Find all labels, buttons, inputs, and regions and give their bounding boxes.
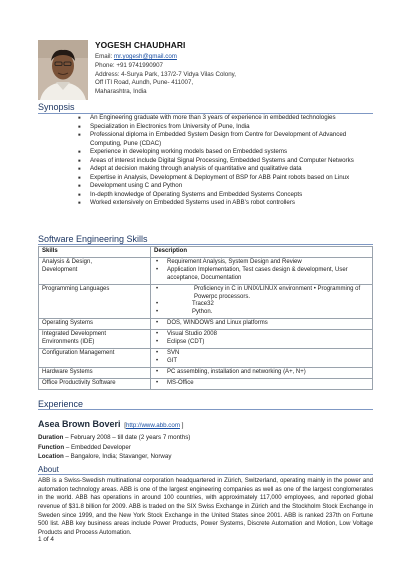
list-item: ■ Development using C and Python <box>78 182 373 191</box>
list-item: • Visual Studio 2008 <box>154 331 369 339</box>
list-item: • MS-Office <box>154 380 369 388</box>
page-number: 1 of 4 <box>38 536 54 543</box>
description-cell <box>151 378 373 389</box>
location-line <box>38 452 190 462</box>
description-cell <box>151 257 373 284</box>
description-cell <box>151 284 373 319</box>
list-item: • Requirement Analysis, System Design and Review <box>154 259 369 267</box>
description-column-header: Description <box>151 247 373 258</box>
skill-cell <box>39 257 151 284</box>
avatar <box>38 40 88 100</box>
synopsis-list <box>38 114 373 208</box>
table-row <box>39 319 373 330</box>
synopsis-heading: Synopsis <box>38 102 75 112</box>
skills-column-header: Skills <box>39 247 151 258</box>
list-item: • Trace32 <box>154 301 369 309</box>
skill-name: Hardware Systems <box>42 368 93 375</box>
list-item: ■ Professional diploma in Embedded System Design from Centre for Development of Advanced <box>78 131 373 140</box>
about-heading: About <box>38 465 59 474</box>
company-link-wrap <box>123 422 184 429</box>
duration-label: Duration <box>38 434 64 441</box>
email-line <box>95 53 236 62</box>
synopsis-section <box>38 114 373 208</box>
skill-name: Operating Systems <box>42 320 94 327</box>
list-item: ■ Experience in developing working models based on Embedded systems <box>78 148 373 157</box>
description-cell <box>151 367 373 378</box>
bracket-close: ] <box>179 422 184 429</box>
company-title <box>38 419 183 431</box>
skill-name: Configuration Management <box>42 349 115 356</box>
list-item: • SVN <box>154 350 369 358</box>
list-item: • Application Implementation, Test cases design & development, User acceptance, Documentation <box>154 267 369 283</box>
function-label: Function <box>38 443 65 451</box>
skills-heading: Software Engineering Skills <box>38 234 148 244</box>
skill-name: Development <box>42 266 78 273</box>
address-line-2: Off ITI Road, Aundh, Pune- 411007, <box>95 79 194 87</box>
list-item: • Python. <box>154 309 369 317</box>
duration-line <box>38 433 190 443</box>
profile-header <box>38 40 378 102</box>
list-item: ■ Areas of interest include Digital Signal Processing, Embedded Systems and Computer Networks <box>78 157 373 166</box>
company-website-link[interactable]: http://www.abb.com <box>125 422 180 429</box>
table-header-row <box>39 247 373 258</box>
description-cell <box>151 348 373 367</box>
email-label: Email: <box>95 52 114 60</box>
list-item: ■ Expertise in Analysis, Development & Deployment of BSP for ABB Paint robots based on Linux <box>78 174 373 183</box>
about-divider <box>38 474 373 475</box>
list-item: • DOS, WINDOWS and Linux platforms <box>154 320 369 328</box>
description-cell <box>151 319 373 330</box>
table-row <box>39 330 373 349</box>
list-item: ■ Specialization in Electronics from University of Pune, India <box>78 123 373 132</box>
list-item: • PC assembling, installation and networking (A+, N+) <box>154 369 369 377</box>
skill-cell <box>39 367 151 378</box>
skill-name: Programming Languages <box>42 285 110 292</box>
contact-info <box>95 40 236 97</box>
table-row <box>39 257 373 284</box>
list-item: • Eclipse (CDT) <box>154 339 369 347</box>
location-label: Location <box>38 453 64 461</box>
list-item: ■ An Engineering graduate with more than 3 years of experience in embedded technologies <box>78 114 373 123</box>
skill-cell <box>39 378 151 389</box>
skill-cell <box>39 348 151 367</box>
skill-cell <box>39 330 151 349</box>
table-row <box>39 284 373 319</box>
skill-cell <box>39 284 151 319</box>
duration-value: – February 2008 – till date (2 years 7 months) <box>63 434 191 441</box>
job-details <box>38 433 190 462</box>
function-value: – Embedded Developer <box>64 443 131 451</box>
company-name: Asea Brown Boveri <box>38 419 121 429</box>
table-row <box>39 378 373 389</box>
list-item-continuation: Computing, Pune (CDAC) <box>90 139 162 147</box>
list-item: • GIT <box>154 358 369 366</box>
profile-photo-icon <box>38 40 88 100</box>
list-item: ■ Worked extensively on Embedded Systems used in ABB's robot controllers <box>78 199 373 208</box>
address-line-1: Address: 4-Surya Park, 137/2-7 Vidya Vilas Colony, <box>95 70 237 78</box>
function-line <box>38 443 190 453</box>
candidate-name: YOGESH CHAUDHARI <box>95 40 186 50</box>
skill-name: Office Productivity Software <box>42 379 116 386</box>
experience-heading: Experience <box>38 399 84 409</box>
table-row <box>39 348 373 367</box>
list-item: • Proficiency in C in UNIX/LINUX environment • Programming of Powerpc processors. <box>154 286 369 302</box>
table-row <box>39 367 373 378</box>
skills-divider <box>38 244 373 245</box>
address-line-3: Maharashtra, India <box>95 88 147 96</box>
skills-table <box>38 246 373 390</box>
phone-line: Phone: +91 9741990907 <box>95 61 163 69</box>
experience-divider <box>38 409 373 410</box>
description-cell <box>151 330 373 349</box>
about-paragraph: ABB is a Swiss-Swedish multinational corporation headquartered in Zürich, Switzerland, operating mainly in the power and automation technology areas. ABB is one of the largest engineering companies as well as one of the largest conglomerates in the world. ABB has operations in around 100 countries, with approximately 117,000 employees, and reported global revenue of $31.8 billion for 2009. ABB is traded on the SIX Swiss Exchange in Zürich and the Stockholm Stock Exchange in Sweden since 1999, and the New York Stock Exchange in the United States since 2001. ABB is ranked 237th on Fortune 500 list. ABB key business areas include Power Products, Power Systems, Discrete Automation and Motion, Low Voltage Products and Process Automation. <box>38 477 373 536</box>
list-item: ■ Adept at decision making through analysis of quantitative and qualitative data <box>78 165 373 174</box>
skill-name: Environments (IDE) <box>42 339 95 346</box>
skill-name: Analysis & Design, <box>42 258 93 265</box>
location-value: – Bangalore, India; Stavanger, Norway <box>63 453 172 461</box>
skill-cell <box>39 319 151 330</box>
skill-name: Integrated Development <box>42 331 107 338</box>
email-link[interactable]: mr.yogesh@gmail.com <box>113 52 177 60</box>
bracket-open: [ <box>122 422 126 429</box>
list-item: ■ In-depth knowledge of Operating Systems and Embedded Systems Concepts <box>78 191 373 200</box>
